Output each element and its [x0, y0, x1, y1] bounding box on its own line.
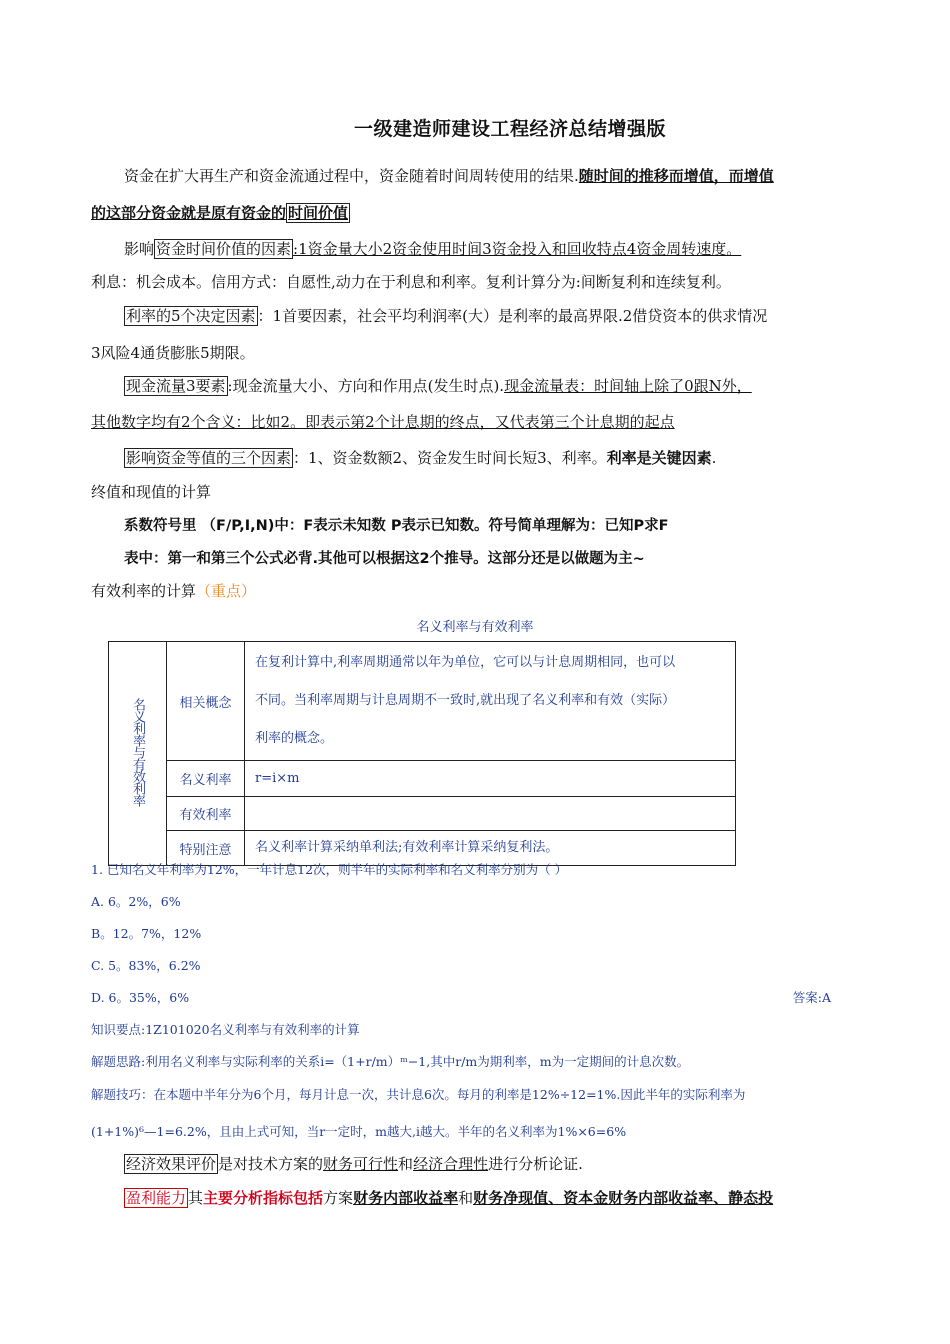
paragraph-table-note: 表中：第一和第三个公式必背.其他可以根据这2个推导。这部分还是以做题为主~ [124, 551, 645, 567]
p12-text-1: 其 [188, 1189, 204, 1207]
p6-end: . [711, 449, 717, 467]
p12-bold-1: 财务内部收益率 [353, 1189, 459, 1207]
question-option-a: A. 6。2%，6% [91, 894, 181, 909]
p1-boxed-term: 时间价值 [288, 204, 349, 222]
p10-text: 有效利率的计算 [91, 582, 197, 600]
paragraph-rate-factors-cont: 3风险4通货膨胀5期限。 [91, 344, 255, 362]
table-row-content [245, 642, 736, 761]
p2-pre: 影响 [124, 240, 155, 258]
table-caption: 名义利率与有效利率 [416, 620, 534, 635]
p4-rest: ：1首要因素，社会平均利润率(大）是利率的最高界限.2借贷资本的供求情况 [257, 307, 768, 325]
rate-table [108, 641, 736, 866]
table-row-label: 名义利率 [167, 761, 245, 797]
p12-red-bold: 主要分析指标包括 [203, 1189, 324, 1207]
page-title: 一级建造师建设工程经济总结增强版 [353, 118, 666, 140]
table-row-content: 名义利率计算采纳单利法;有效利率计算采纳复利法。 [245, 831, 736, 866]
p11-boxed-term: 经济效果评价 [126, 1155, 217, 1173]
table-row [109, 761, 736, 797]
table-row-label: 特别注意 [167, 831, 245, 866]
p11-text-3: 进行分析论证. [488, 1155, 583, 1173]
p12-boxed-term: 盈利能力 [126, 1189, 187, 1207]
table-row-line: 在复利计算中,利率周期通常以年为单位，它可以与计息周期相同，也可以 [255, 655, 676, 670]
p11-underline-2: 经济合理性 [413, 1155, 489, 1173]
table-row-content: r=i×m [245, 761, 736, 797]
paragraph-fv-pv: 终值和现值的计算 [91, 483, 212, 501]
paragraph-coefficient: 系数符号里 （F/P,I,N)中：F表示未知数 P表示已知数。符号简单理解为：已知P求F [124, 518, 669, 534]
table-row-line: 不同。当利率周期与计息周期不一致时,就出现了名义利率和有效（实际） [255, 693, 676, 708]
paragraph-cashflow-cont [91, 412, 861, 432]
p1-bold: 随时间的推移而增值，而增值 [578, 167, 774, 185]
p2-rest: :1资金量大小2资金使用时间3资金投入和回收特点4资金周转速度。 [293, 240, 742, 258]
table-row [109, 797, 736, 831]
paragraph-interest: 利息：机会成本。信用方式：自愿性,动力在于利息和利率。复利计算分为:间断复利和连续复利。 [91, 273, 731, 291]
question-skill-cont: (1+1%)⁶—1=6.2%，且由上式可知，当r一定时，m越大,i越大。半年的名义利率为1%×6=6% [91, 1124, 627, 1139]
table-side-label: 名义利率与有效利率 [130, 697, 145, 806]
p11-text-1: 是对技术方案的 [218, 1155, 324, 1173]
question-skill: 解题技巧：在本题中半年分为6个月，每月计息一次，共计息6次。每月的利率是12%÷12=1%.因此半年的实际利率为 [91, 1087, 746, 1102]
paragraph-cashflow [124, 376, 861, 396]
p11-text-2: 和 [398, 1155, 414, 1173]
paragraph-time-value-cont [91, 203, 861, 223]
paragraph-equivalence [124, 448, 861, 468]
p5-mid: :现金流量大小、方向和作用点(发生时点). [227, 377, 505, 395]
paragraph-factors [124, 239, 861, 259]
table-row-label: 有效利率 [167, 797, 245, 831]
p1-bold-2: 的这部分资金就是原有资金的 [91, 204, 287, 222]
question-option-d: D. 6。35%，6% [91, 990, 190, 1005]
table-row-label: 相关概念 [167, 642, 245, 761]
p4-boxed-term: 利率的5个决定因素 [126, 307, 256, 325]
paragraph-rate-factors [124, 306, 861, 326]
p12-text-3: 和 [458, 1189, 474, 1207]
question-knowledge: 知识要点:1Z101020名义利率与有效利率的计算 [91, 1022, 360, 1037]
question-idea: 解题思路:利用名义利率与实际利率的关系i=（1+r/m）ᵐ−1,其中r/m为期利率，m为一定期间的计息次数。 [91, 1054, 690, 1069]
paragraph-evaluation [124, 1154, 861, 1174]
question-option-c: C. 5。83%，6.2% [91, 958, 201, 973]
paragraph-profitability [124, 1188, 861, 1208]
p12-bold-2: 财务净现值、资本金财务内部收益率、静态投 [473, 1189, 774, 1207]
p1-text: 资金在扩大再生产和资金流通过程中，资金随着时间周转使用的结果. [124, 167, 579, 185]
paragraph-effective-rate [91, 581, 861, 601]
table-row-content [245, 797, 736, 831]
question-answer: 答案:A [792, 990, 831, 1005]
p6-bold: 利率是关键因素 [606, 449, 712, 467]
p6-mid: ：1、资金数额2、资金发生时间长短3、利率。 [293, 449, 607, 467]
p2-boxed-term: 资金时间价值的因素 [156, 240, 292, 258]
p5-underline-2: 其他数字均有2个含义：比如2。即表示第2个计息期的终点，又代表第三个计息期的起点 [91, 413, 675, 431]
p10-note: （重点） [196, 582, 257, 600]
p11-underline-1: 财务可行性 [323, 1155, 399, 1173]
question-option-b: B。12。7%，12% [91, 926, 202, 941]
p6-boxed-term: 影响资金等值的三个因素 [126, 449, 292, 467]
p12-text-2: 方案 [323, 1189, 354, 1207]
p5-underline-1: 现金流量表：时间轴上除了0跟N外， [504, 377, 752, 395]
table-row-line: 利率的概念。 [255, 731, 334, 746]
question-stem: 1. 已知名义年利率为12%，一年计息12次，则半年的实际利率和名义利率分别为（ ） [91, 862, 568, 877]
table-side-label-cell [109, 642, 167, 866]
table-row [109, 642, 736, 761]
paragraph-time-value [124, 166, 861, 186]
p5-boxed-term: 现金流量3要素 [126, 377, 226, 395]
